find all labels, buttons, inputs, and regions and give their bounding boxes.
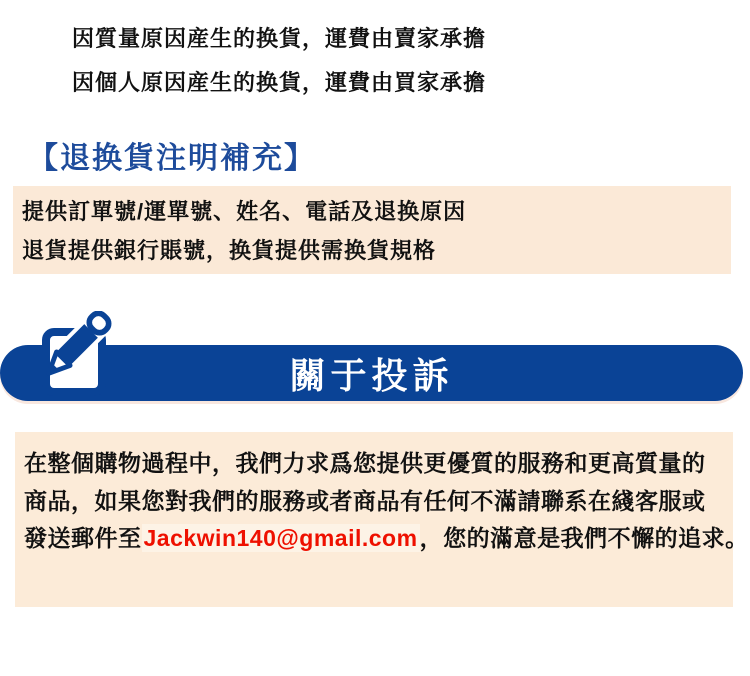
contact-email-link[interactable]: Jackwin140@gmail.com bbox=[143, 525, 418, 551]
complaint-line-3-suffix: ，您的滿意是我們不懈的追求。 bbox=[419, 525, 749, 551]
exchange-policy-personal-line: 因個人原因産生的换貨，運費由買家承擔 bbox=[72, 70, 487, 95]
edit-pencil-icon bbox=[38, 311, 118, 401]
complaint-text-box bbox=[15, 432, 749, 607]
complaint-line-1: 在整個購物過程中，我們力求爲您提供更優質的服務和更高質量的 bbox=[24, 450, 706, 476]
exchange-policy-quality-line: 因質量原因産生的换貨，運費由賣家承擔 bbox=[72, 26, 487, 51]
return-note-heading: 【退换貨注明補充】 bbox=[28, 142, 316, 175]
return-note-line-1: 提供訂單號/運單號、姓名、電話及退换原因 bbox=[22, 199, 467, 224]
return-note-line-2: 退貨提供銀行賬號，换貨提供需换貨規格 bbox=[22, 238, 437, 263]
return-note-box bbox=[13, 186, 731, 274]
complaint-line-2: 商品，如果您對我們的服務或者商品有任何不滿請聯系在綫客服或 bbox=[24, 487, 706, 514]
complaint-banner-title: 關于投訴 bbox=[289, 354, 454, 396]
complaint-line-3-prefix: 發送郵件至 bbox=[24, 525, 142, 551]
complaint-line-3 bbox=[24, 520, 749, 558]
